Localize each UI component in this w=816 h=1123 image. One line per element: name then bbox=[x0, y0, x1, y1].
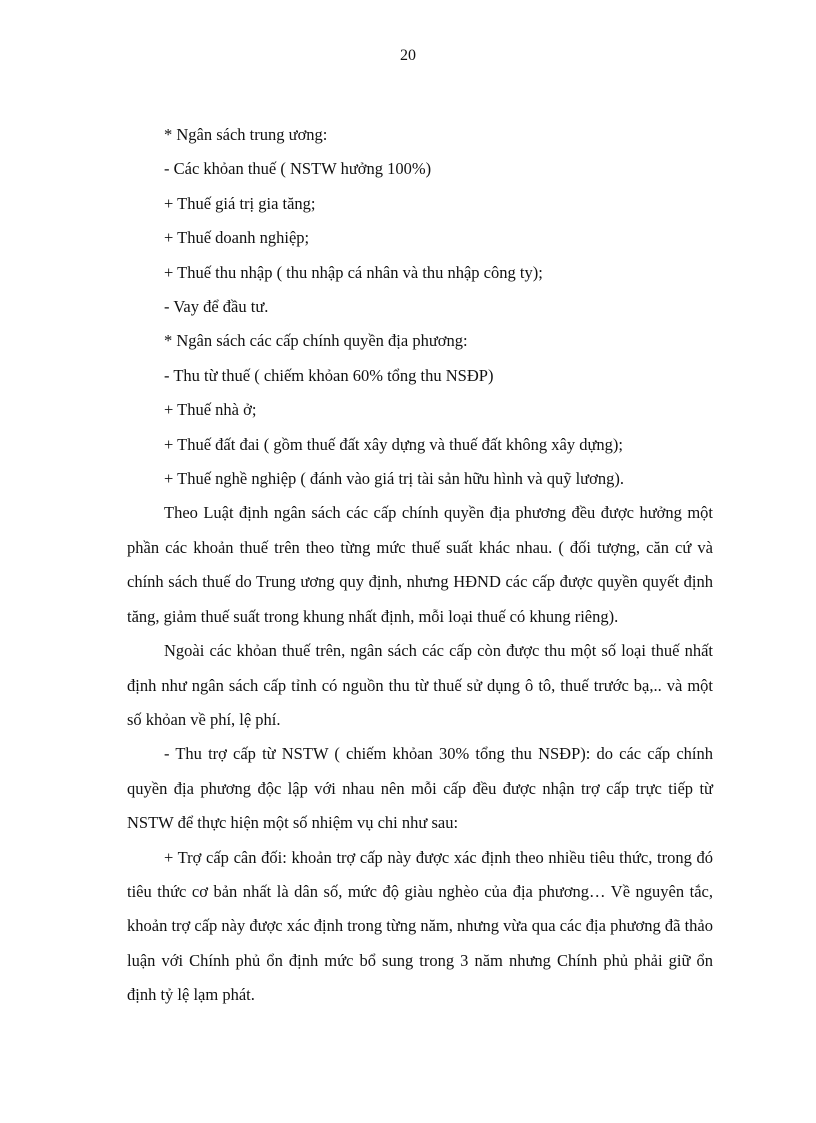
list-item: - Vay để đầu tư. bbox=[164, 297, 269, 317]
list-item: + Thuế doanh nghiệp; bbox=[164, 228, 310, 248]
document-body bbox=[127, 118, 713, 1013]
paragraph: Ngoài các khỏan thuế trên, ngân sách các cấp còn được thu một số loại thuế nhất định như ngân sách cấp tỉnh có nguồn thu từ thuế sử dụng ô tô, thuế trước bạ,.. và một số khỏan về phí, lệ phí. bbox=[127, 641, 713, 729]
paragraph: Theo Luật định ngân sách các cấp chính quyền địa phương đều được hưởng một phần các khoản thuế trên theo từng mức thuế suất khác nhau. ( đối tượng, căn cứ và chính sách thuế do Trung ương quy định, nhưng HĐND các cấp được quyền quyết định tăng, giảm thuế suất trong khung nhất định, mỗi loại thuế có khung riêng). bbox=[127, 503, 713, 626]
paragraph: - Thu trợ cấp từ NSTW ( chiếm khỏan 30% tổng thu NSĐP): do các cấp chính quyền địa phương độc lập với nhau nên mỗi cấp đều được nhận trợ cấp trực tiếp từ NSTW để thực hiện một số nhiệm vụ chi như sau: bbox=[127, 744, 713, 833]
paragraph: + Trợ cấp cân đối: khoản trợ cấp này được xác định theo nhiều tiêu thức, trong đó tiêu thức cơ bản nhất là dân số, mức độ giàu nghèo của địa phương… Về nguyên tắc, khoản trợ cấp này được xác định trong từng năm, nhưng vừa qua các địa phương đã thảo luận với Chính phủ ổn định mức bổ sung trong 3 năm nhưng Chính phủ phải giữ ổn định tỷ lệ lạm phát. bbox=[127, 847, 713, 1005]
list-item: + Thuế thu nhập ( thu nhập cá nhân và thu nhập công ty); bbox=[164, 262, 543, 282]
heading-central-budget: * Ngân sách trung ương: bbox=[164, 125, 328, 144]
page-number: 20 bbox=[400, 47, 416, 64]
list-item: + Thuế nghề nghiệp ( đánh vào giá trị tài sản hữu hình và quỹ lương). bbox=[164, 469, 624, 489]
list-item: + Thuế nhà ở; bbox=[164, 400, 257, 420]
list-item: - Thu từ thuế ( chiếm khỏan 60% tổng thu NSĐP) bbox=[164, 365, 494, 385]
list-item: - Các khỏan thuế ( NSTW hưởng 100%) bbox=[164, 159, 432, 179]
list-item: + Thuế giá trị gia tăng; bbox=[164, 193, 316, 213]
list-item: + Thuế đất đai ( gồm thuế đất xây dựng và thuế đất không xây dựng); bbox=[164, 434, 623, 454]
heading-local-budget: * Ngân sách các cấp chính quyền địa phương: bbox=[164, 331, 468, 351]
